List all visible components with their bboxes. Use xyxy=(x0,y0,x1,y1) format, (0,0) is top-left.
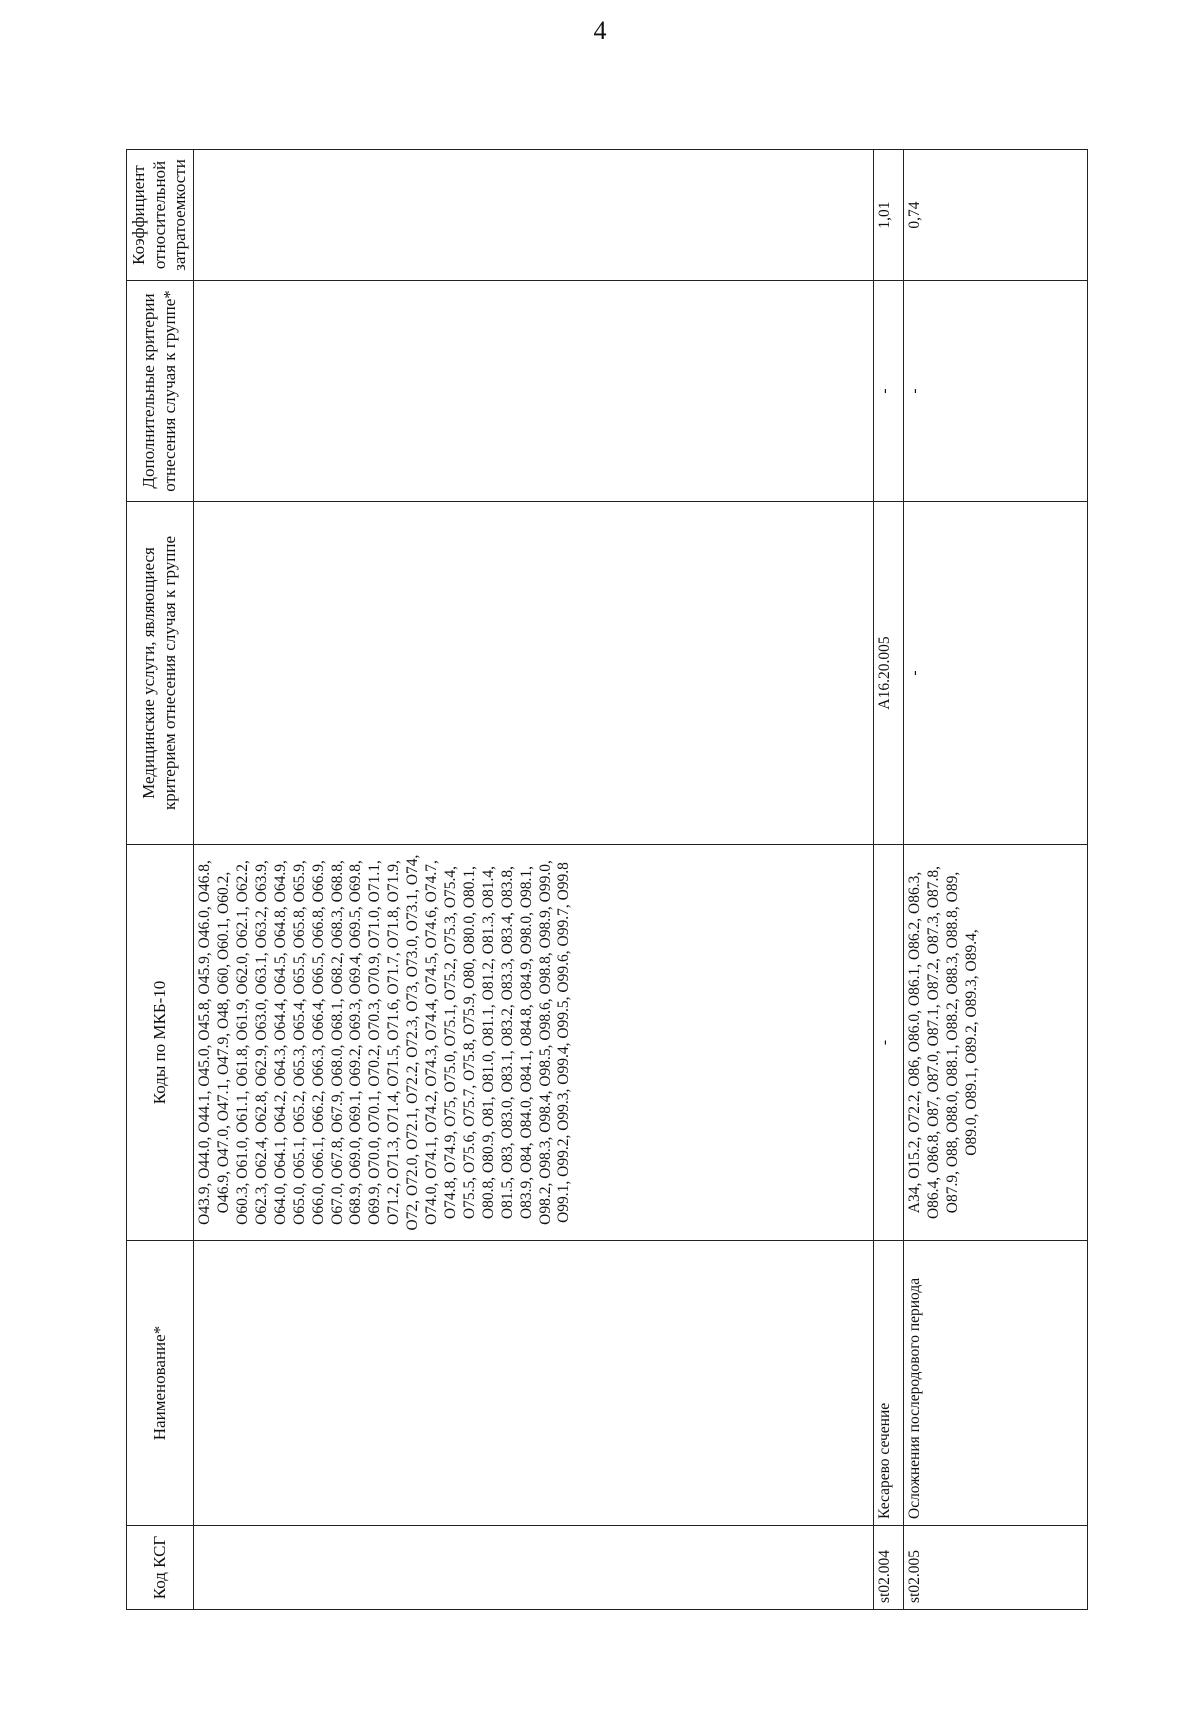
header-name: Наименование* xyxy=(127,1241,194,1526)
table-header-row xyxy=(127,150,194,1610)
cell-criteria: - xyxy=(874,281,904,502)
rotated-table-container xyxy=(126,150,1086,1610)
cell-mkb: О43.9, О44.0, О44.1, О45.0, О45.8, О45.9, О46.0, О46.8, О46.9, О47.0, О47.1, О47.9, О48, О60, О60.1, О60.2, О60.3, О61.0, О61.1, О61.8, О61.9, О62.0, О62.1, О62.2, О62.3, О62.4, О62.8, О62.9, О63.0, О63.1, О63.2, О63.9, О64.0, О64.1, О64.2, О64.3, О64.4, О64.5, О64.8, О64.9, О65.0, О65.1, О65.2, О65.3, О65.4, О65.5, О65.8, О65.9, О66.0, О66.1, О66.2, О66.3, О66.4, О66.5, О66.8, О66.9, О67.0, О67.8, О67.9, О68.0, О68.1, О68.2, О68.3, О68.8, О68.9, О69.0, О69.1, О69.2, О69.3, О69.4, О69.5, О69.8, О69.9, О70.0, О70.1, О70.2, О70.3, О70.9, О71.0, О71.1, О71.2, О71.3, О71.4, О71.5, О71.6, О71.7, О71.8, О71.9, О72, О72.0, О72.1, О72.2, О72.3, О73, О73.0, О73.1, О74, О74.0, О74.1, О74.2, О74.3, О74.4, О74.5, О74.6, О74.7, О74.8, О74.9, О75, О75.0, О75.1, О75.2, О75.3, О75.4, О75.5, О75.6, О75.7, О75.8, О75.9, О80, О80.0, О80.1, О80.8, О80.9, О81, О81.0, О81.1, О81.2, О81.3, О81.4, О81.5, О83, О83.0, О83.1, О83.2, О83.3, О83.4, О83.8, О83.9, О84, О84.0, О84.1, О84.8, О84.9, О98.0, О98.1, О98.2, О98.3, О98.4, О98.5, О98.6, О98.8, О98.9, О99.0, О99.1, О99.2, О99.3, О99.4, О99.5, О99.6, О99.7, О99.8 xyxy=(194,845,874,1241)
cell-services xyxy=(194,502,874,845)
cell-coef: 1,01 xyxy=(874,150,904,281)
header-coef: Коэффициент относительной затратоемкости xyxy=(127,150,194,281)
header-mkb: Коды по МКБ-10 xyxy=(127,845,194,1241)
cell-criteria xyxy=(194,281,874,502)
cell-services: A16.20.005 xyxy=(874,502,904,845)
cell-coef xyxy=(194,150,874,281)
header-services: Медицинские услуги, являющиеся критерием отнесения случая к группе xyxy=(127,502,194,845)
cell-mkb: A34, O15.2, O72.2, O86, O86.0, O86.1, O86.2, O86.3, O86.4, O86.8, O87, O87.0, O87.1, O87.2, O87.3, O87.8, O87.9, O88, O88.0, O88.1, O88.2, O88.3, O88.8, O89, O89.0, O89.1, O89.2, O89.3, O89.4, xyxy=(904,845,1088,1241)
cell-services: - xyxy=(904,502,1088,845)
cell-coef: 0,74 xyxy=(904,150,1088,281)
cell-name xyxy=(194,1241,874,1526)
cell-code: st02.004 xyxy=(874,1526,904,1610)
header-code: Код КСГ xyxy=(127,1526,194,1610)
table-row xyxy=(874,150,904,1610)
header-criteria: Дополнительные критерии отнесения случая к группе* xyxy=(127,281,194,502)
cell-criteria: - xyxy=(904,281,1088,502)
table-row xyxy=(904,150,1088,1610)
page-number: 4 xyxy=(593,16,607,45)
cell-name: Кесарево сечение xyxy=(874,1241,904,1526)
cell-code: st02.005 xyxy=(904,1526,1088,1610)
cell-code xyxy=(194,1526,874,1610)
table-row xyxy=(194,150,874,1610)
cell-name: Осложнения послеродового периода xyxy=(904,1241,1088,1526)
ksg-table xyxy=(126,149,1088,1610)
cell-mkb: - xyxy=(874,845,904,1241)
